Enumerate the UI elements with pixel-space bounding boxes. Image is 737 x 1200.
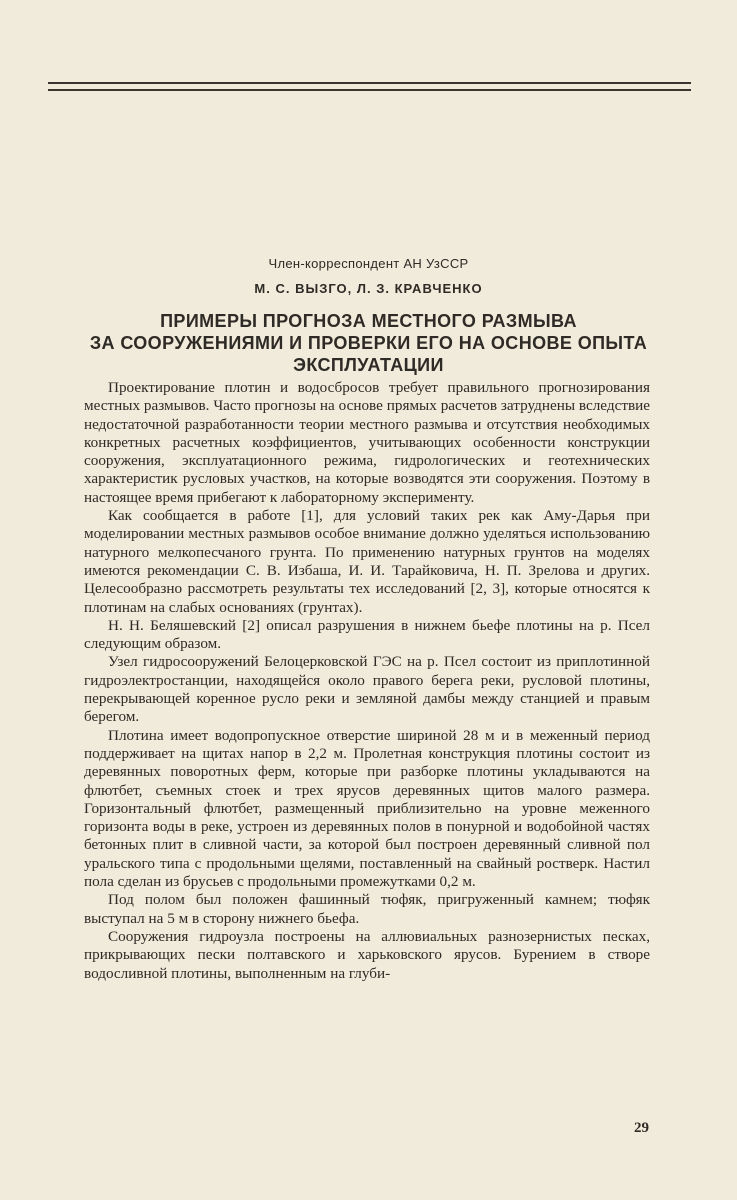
author-affiliation: Член-корреспондент АН УзССР — [268, 256, 469, 271]
paragraph: Н. Н. Беляшевский [2] описал разрушения в нижнем бьефе плотины на р. Псел следующим образом. — [84, 616, 650, 653]
authors: М. С. ВЫЗГО, Л. З. КРАВЧЕНКО — [254, 281, 483, 296]
paragraph: Узел гидросооружений Белоцерковской ГЭС на р. Псел состоит из приплотинной гидроэлектростанции, находящейся около правого берега реки, русловой плотины, перекрывающей коренное русло реки и земляной дамбы между станцией и правым берегом. — [84, 653, 650, 726]
paragraph: Как сообщается в работе [1], для условий таких рек как Аму-Дарья при моделировании местных размывов особое внимание должно уделяться использованию натурного мелкопесчаного грунта. По применению натурных грунтов на моделях имеются рекомендации С. В. Избаша, И. И. Тарайковича, Н. П. Зрелова и других. Целесообразно рассмотреть результаты тех исследований [2, 3], которые относятся к плотинам на слабых основаниях (грунтах). — [84, 507, 650, 616]
title-line: ЗА СООРУЖЕНИЯМИ И ПРОВЕРКИ ЕГО НА ОСНОВЕ ОПЫТА — [89, 333, 648, 353]
article-body — [84, 379, 650, 983]
paragraph: Сооружения гидроузла построены на аллювиальных разнозернистых песках, прикрывающих пески полтавского и харьковского ярусов. Бурением в створе водосливной плотины, выполненным на глуби- — [84, 927, 650, 982]
article-title — [40, 310, 697, 376]
paragraph: Плотина имеет водопропускное отверстие шириной 28 м и в меженный период поддерживает на щитах напор в 2,2 м. Пролетная конструкция плотины состоит из деревянных поворотных ферм, которые при разборке плотины укладываются на флютбет, съемных стоек и трех ярусов деревянных щитов малого размера. Горизонтальный флютбет, размещенный приблизительно на уровне меженного горизонта воды в реке, устроен из деревянных полов в понурной и водобойной частях бетонных плит в сливной части, за которой был построен деревянный сливной пол уральского типа с продольными щелями, поставленный на свайный ростверк. Настил пола сделан из брусьев с продольными промежутками 0,2 м. — [84, 726, 650, 891]
page-number: 29 — [634, 1120, 649, 1136]
title-line: ЭКСПЛУАТАЦИИ — [293, 355, 444, 375]
top-rule-second — [48, 89, 691, 91]
paragraph: Проектирование плотин и водосбросов требует правильного прогнозирования местных размывов. Часто прогнозы на основе прямых расчетов затруднены вследствие недостаточной разработанности теории местного размыва и отсутствия необходимых конкретных расчетных коэффициентов, учитывающих особенности конструкции сооружения, эксплуатационного режима, гидрологических и геотехнических характеристик русловых участков, на которые возводятся эти сооружения. Поэтому в настоящее время прибегают к лабораторному эксперименту. — [84, 379, 650, 506]
paragraph: Под полом был положен фашинный тюфяк, пригруженный камнем; тюфяк выступал на 5 м в сторону нижнего бьефа. — [84, 891, 650, 927]
title-line: ПРИМЕРЫ ПРОГНОЗА МЕСТНОГО РАЗМЫВА — [160, 311, 577, 331]
top-rule — [48, 82, 691, 84]
